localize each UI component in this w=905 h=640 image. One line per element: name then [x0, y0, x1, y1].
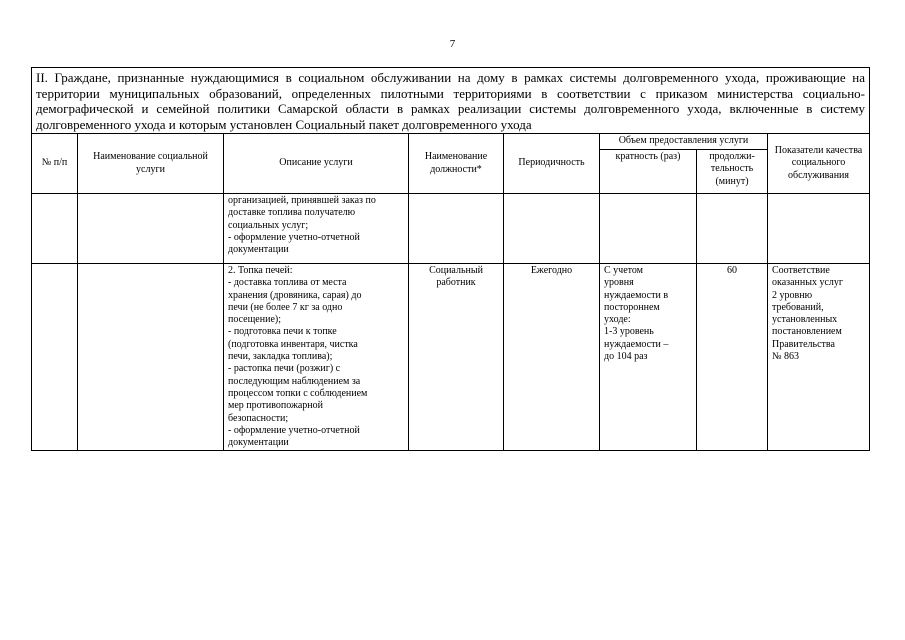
cell-number	[32, 194, 78, 264]
frequency-line: уходе:	[604, 314, 631, 326]
description-line: - подготовка печи к топке	[228, 326, 337, 338]
page-number: 7	[449, 38, 456, 50]
cell-description	[224, 194, 409, 264]
cell-frequency	[600, 264, 697, 451]
header-quality: Показатели качества социального обслуживания	[768, 134, 870, 194]
header-number: № п/п	[32, 134, 78, 194]
section-row	[32, 68, 870, 134]
frequency-line: нуждаемости –	[604, 338, 669, 350]
frequency-line: С учетом	[604, 265, 644, 276]
description-line: - растопка печи (розжиг) с	[228, 363, 341, 375]
frequency-line: постороннем	[604, 301, 660, 313]
cell-quality	[768, 264, 870, 451]
description-line: хранения (дровяника, сарая) до	[228, 289, 362, 301]
header-frequency: кратность (раз)	[600, 150, 697, 194]
quality-line: 2 уровню	[772, 289, 813, 301]
cell-periodicity: Ежегодно	[504, 264, 600, 451]
frequency-line: уровня	[604, 277, 634, 289]
description-line: доставке топлива получателю	[228, 207, 356, 219]
header-position: Наименование должности*	[409, 134, 504, 194]
cell-duration: 60	[697, 264, 768, 451]
description-line: (подготовка инвентаря, чистка	[228, 338, 358, 350]
cell-quality	[768, 194, 870, 264]
cell-position: Социальный работник	[409, 264, 504, 451]
table-row	[32, 194, 870, 264]
cell-description	[224, 264, 409, 451]
description-line: последующим наблюдением за	[228, 375, 361, 387]
description-line: 2. Топка печей:	[228, 265, 293, 276]
quality-line: установленных	[772, 314, 838, 326]
description-line: документации	[228, 244, 289, 256]
quality-line: оказанных услуг	[772, 277, 843, 289]
description-line: документации	[228, 437, 289, 449]
services-table	[31, 67, 870, 451]
table-row	[32, 264, 870, 451]
cell-position	[409, 194, 504, 264]
description-line: посещение);	[228, 314, 281, 326]
frequency-line: нуждаемости в	[604, 289, 669, 301]
description-line: - доставка топлива от места	[228, 277, 347, 289]
header-row-1	[32, 134, 870, 150]
frequency-line: 1-3 уровень	[604, 326, 654, 338]
quality-line: постановлением	[772, 326, 842, 338]
cell-periodicity	[504, 194, 600, 264]
frequency-line: до 104 раз	[604, 351, 648, 363]
description-line: - оформление учетно-отчетной	[228, 424, 360, 436]
quality-line: Правительства	[772, 338, 835, 350]
description-line: мер противопожарной	[228, 400, 324, 412]
cell-service-name	[78, 264, 224, 451]
header-periodicity: Периодичность	[504, 134, 600, 194]
cell-frequency	[600, 194, 697, 264]
header-description: Описание услуги	[224, 134, 409, 194]
cell-duration	[697, 194, 768, 264]
description-line: организацией, принявшей заказ по	[228, 195, 376, 206]
quality-line: требований,	[772, 301, 824, 313]
header-volume: Объем предоставления услуги	[600, 134, 768, 150]
description-line: процессом топки с соблюдением	[228, 387, 368, 399]
description-line: печи, закладка топлива);	[228, 351, 333, 363]
quality-line: № 863	[772, 351, 800, 363]
cell-number	[32, 264, 78, 451]
header-duration: продолжи-тельность (минут)	[697, 150, 768, 194]
header-service-name: Наименование социальной услуги	[78, 134, 224, 194]
section-title: II. Граждане, признанные нуждающимися в социальном обслуживании на дому в рамках системы долговременного ухода, проживающие на территории муниципальных образований, определенных пилотными территориями в соответствии с приказом министерства социально-демографической и семейной политики Самарской области в рамках реализации системы долговременного ухода, включенные в систему долговременного ухода и которым установлен Социальный пакет долговременного ухода	[32, 68, 870, 134]
cell-service-name	[78, 194, 224, 264]
description-line: безопасности;	[228, 412, 289, 424]
description-line: печи (не более 7 кг за одно	[228, 301, 343, 313]
description-line: социальных услуг;	[228, 219, 309, 231]
quality-line: Соответствие	[772, 265, 830, 276]
description-line: - оформление учетно-отчетной	[228, 231, 360, 243]
